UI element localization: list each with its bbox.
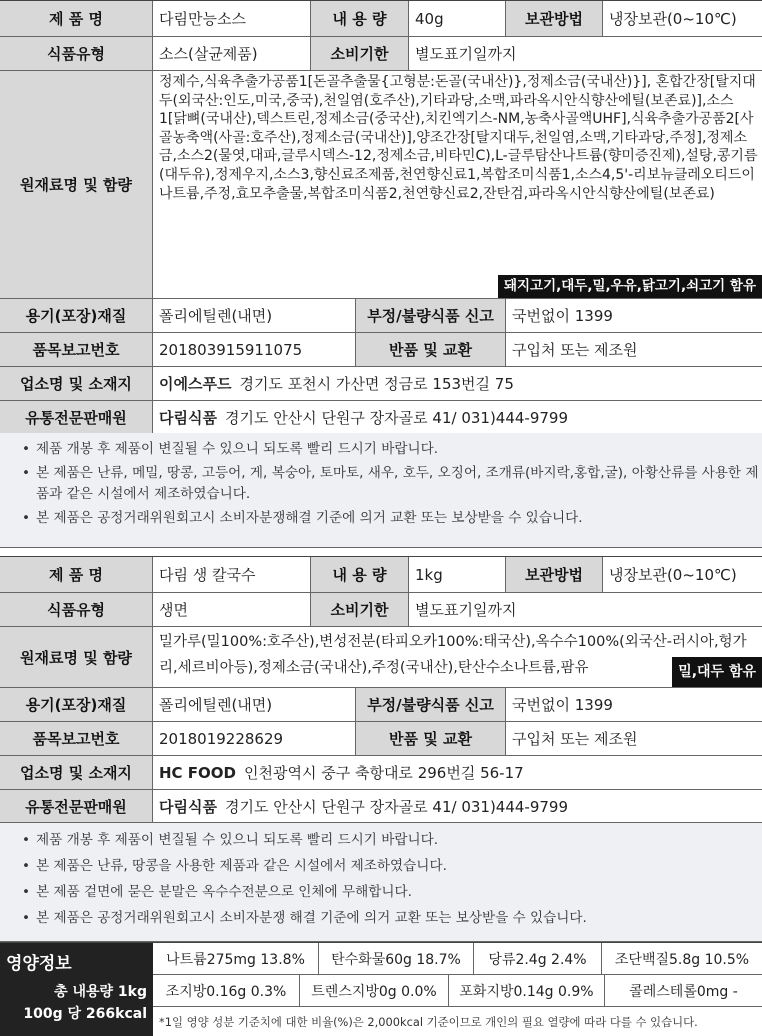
- manufacturer-name: HC FOOD: [159, 763, 236, 782]
- food-type-value: 생면: [153, 593, 311, 626]
- product2-notes: [0, 823, 762, 942]
- calories-per-100g: 100g 당 266kcal: [23, 1006, 147, 1022]
- note-item: • 본 제품은 난류, 메밀, 땅콩, 고등어, 게, 복숭아, 토마토, 새우, 호두, 오징어, 조개류(바지락,홍합,굴), 아황산류를 사용한 제품과 같은 시설에서 제조하였습니다.: [22, 463, 762, 505]
- nutrition-row: [153, 975, 762, 1007]
- report-no-value: 201803915911075: [153, 333, 356, 366]
- storage-label: 보관방법: [506, 557, 603, 592]
- nutrition-panel: [0, 942, 762, 1036]
- return-value: 구입처 또는 제조원: [506, 333, 762, 366]
- ingredients-label: 원재료명 및 함량: [0, 627, 153, 687]
- table-row: [0, 627, 762, 688]
- expiry-label: 소비기한: [311, 593, 409, 626]
- nutrient-sugar: 당류2.4g 2.4%: [474, 943, 602, 974]
- distributor-value: [153, 401, 762, 433]
- packaging-value: 폴리에틸렌(내면): [153, 688, 356, 721]
- table-row: [0, 722, 762, 756]
- packaging-label: 용기(포장)재질: [0, 688, 153, 721]
- report-bad-label: 부정/불량식품 신고: [356, 299, 506, 332]
- content-label: 내 용 량: [311, 557, 409, 592]
- manufacturer-label: 업소명 및 소재지: [0, 756, 153, 789]
- manufacturer-address: 경기도 포천시 가산면 정금로 153번길 75: [239, 375, 514, 393]
- food-type-label: 식품유형: [0, 593, 153, 626]
- ingredients-cell: [153, 627, 762, 687]
- table-row: [0, 299, 762, 333]
- ingredients-cell: [153, 71, 762, 298]
- storage-value: 냉장보관(0~10℃): [603, 557, 762, 592]
- table-row: [0, 593, 762, 627]
- distributor-address: 경기도 안산시 단원구 장자골로 41/ 031)444-9799: [224, 408, 569, 427]
- report-bad-value: 국번없이 1399: [506, 688, 762, 721]
- report-no-label: 품목보고번호: [0, 722, 153, 755]
- manufacturer-value: [153, 367, 762, 400]
- return-label: 반품 및 교환: [356, 722, 506, 755]
- distributor-name: 다림식품: [159, 797, 217, 816]
- content-value: 40g: [409, 1, 506, 36]
- nutrition-header: [0, 943, 153, 1036]
- nutrition-values: [153, 943, 762, 1036]
- food-type-label: 식품유형: [0, 37, 153, 70]
- report-no-value: 2018019228629: [153, 722, 356, 755]
- distributor-address: 경기도 안산시 단원구 장자골로 41/ 031)444-9799: [224, 797, 569, 816]
- nutrition-row: [153, 943, 762, 975]
- packaging-label: 용기(포장)재질: [0, 299, 153, 332]
- storage-value: 냉장보관(0~10℃): [603, 1, 762, 36]
- nutrient-fat: 조지방0.16g 0.3%: [153, 975, 300, 1006]
- table-row: [0, 790, 762, 823]
- return-value: 구입처 또는 제조원: [506, 722, 762, 755]
- note-item: • 제품 개봉 후 제품이 변질될 수 있으니 되도록 빨리 드시기 바랍니다.: [22, 829, 762, 851]
- allergy-badge: 돼지고기,대두,밀,우유,닭고기,쇠고기 함유: [498, 275, 762, 298]
- report-bad-label: 부정/불량식품 신고: [356, 688, 506, 721]
- table-row: [0, 401, 762, 434]
- distributor-value: [153, 790, 762, 822]
- expiry-value: 별도표기일까지: [409, 37, 762, 70]
- product-name-value: 다림만능소스: [153, 1, 311, 36]
- expiry-value: 별도표기일까지: [409, 593, 762, 626]
- content-label: 내 용 량: [311, 1, 409, 36]
- ingredients-label: 원재료명 및 함량: [0, 71, 153, 298]
- ingredients-text: 정제수,식육추출가공품1[돈골추출물{고형분:돈골(국내산)},정제소금(국내산)}], 혼합간장[탈지대두(외국산:인도,미국,중국),천일염(호주산),기타과당,소맥,파라옥시안식향산에틸(보존료)],소스1[닭뼈(국내산),덱스트린,정제소금(중국산),치킨엑기스-NM,농축사골액UHF],식육추출가공품2[사골농축액(사골:호주산),정제소금(국내산)],양조간장[탈지대두,천일염,소맥,기타과당,주정],정제소금,소스2(물엿,대파,글루시덱스-12,정제소금,비타민C),L-글루탐산나트륨(향미증진제),설탕,콩기름(대두유),정제우지,소스3,향신료조제품,천연향신료1,복합조미식품1,소스4,5'-리보뉴클레오티드이나트륨,주정,효모추출물,복합조미식품2,천연향신료2,잔탄검,파라옥시안식향산에틸(보존료): [159, 74, 758, 202]
- storage-label: 보관방법: [506, 1, 603, 36]
- table-row: [0, 688, 762, 722]
- nutrient-trans-fat: 트렌스지방0g 0.0%: [300, 975, 449, 1006]
- note-item: • 본 제품은 공정거래위원회고시 소비자분쟁 해결 기준에 의거 교환 또는 보상받을 수 있습니다.: [22, 907, 762, 929]
- product-name-label: 제 품 명: [0, 1, 153, 36]
- table-row: [0, 756, 762, 790]
- product1-info-table: [0, 0, 762, 434]
- note-item: • 제품 개봉 후 제품이 변질될 수 있으니 되도록 빨리 드시기 바랍니다.: [22, 439, 762, 460]
- nutrition-total: [23, 981, 147, 1025]
- manufacturer-label: 업소명 및 소재지: [0, 367, 153, 400]
- packaging-value: 폴리에틸렌(내면): [153, 299, 356, 332]
- return-label: 반품 및 교환: [356, 333, 506, 366]
- product-name-label: 제 품 명: [0, 557, 153, 592]
- manufacturer-name: 이에스푸드: [159, 375, 232, 393]
- table-row: [0, 367, 762, 401]
- table-row: [0, 333, 762, 367]
- manufacturer-value: [153, 756, 762, 789]
- table-row: [0, 1, 762, 37]
- report-no-label: 품목보고번호: [0, 333, 153, 366]
- nutrient-saturated-fat: 포화지방0.14g 0.9%: [449, 975, 605, 1006]
- report-bad-value: 국번없이 1399: [506, 299, 762, 332]
- manufacturer-address: 인천광역시 중구 축항대로 296번길 56-17: [244, 764, 524, 782]
- distributor-label: 유통전문판매원: [0, 401, 153, 433]
- expiry-label: 소비기한: [311, 37, 409, 70]
- product-name-value: 다림 생 칼국수: [153, 557, 311, 592]
- ingredients-text: 밀가루(밀100%:호주산),변성전분(타피오카100%:태국산),옥수수100%(외국산-러시아,헝가리,세르비아등),정제소금(국내산),주정(국내산),탄산수소나트륨,팜유: [159, 634, 747, 676]
- nutrition-title: 영양정보: [6, 954, 72, 974]
- nutrient-cholesterol: 콜레스테롤0mg -: [629, 983, 738, 1000]
- food-type-value: 소스(살균제품): [153, 37, 311, 70]
- product2-info-table: [0, 556, 762, 823]
- distributor-name: 다림식품: [159, 408, 217, 427]
- total-content: 총 내용량 1kg: [54, 984, 147, 1000]
- nutrient-carbohydrate: 탄수화물60g 18.7%: [319, 943, 474, 974]
- distributor-label: 유통전문판매원: [0, 790, 153, 822]
- nutrition-footnote: *1일 영양 성분 기준치에 대한 비율(%)은 2,000kcal 기준이므로 개인의 필요 열량에 따라 다를 수 있습니다.: [159, 1015, 698, 1029]
- note-item: • 본 제품 겉면에 묻은 분말은 옥수수전분으로 인체에 무해합니다.: [22, 881, 762, 903]
- table-row: [0, 71, 762, 299]
- table-row: [0, 37, 762, 71]
- product1-notes: [0, 433, 762, 548]
- table-row: [0, 557, 762, 593]
- nutrient-protein: 조단백질5.8g 10.5%: [614, 951, 750, 968]
- allergy-badge: 밀,대두 함유: [672, 657, 762, 687]
- note-item: • 본 제품은 난류, 땅콩을 사용한 제품과 같은 시설에서 제조하였습니다.: [22, 855, 762, 877]
- nutrient-sodium: 나트륨275mg 13.8%: [153, 943, 319, 974]
- note-item: • 본 제품은 공정거래위원회고시 소비자분쟁해결 기준에 의거 교환 또는 보상받을 수 있습니다.: [22, 508, 762, 529]
- content-value: 1kg: [409, 557, 506, 592]
